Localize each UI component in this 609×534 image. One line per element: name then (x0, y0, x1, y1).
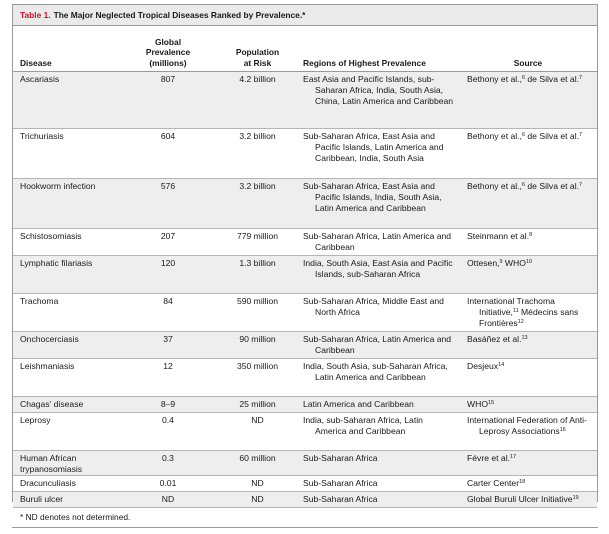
header-source: Source (459, 26, 597, 72)
table-label: Table 1. (20, 10, 51, 20)
prevalence-cell: 0.4 (118, 413, 218, 451)
population-cell: 779 million (218, 229, 297, 256)
prevalence-cell: 0.3 (118, 451, 218, 476)
regions-cell-text: Sub-Saharan Africa, Latin America and Caribbean (303, 334, 452, 355)
regions-cell-text: Sub-Saharan Africa, Middle East and North Africa (303, 296, 444, 317)
source-text: de Silva et al. (525, 74, 579, 84)
disease-cell: Dracunculiasis (13, 476, 118, 492)
reference-number: 7 (579, 132, 583, 138)
source-citation (467, 494, 594, 505)
regions-cell (297, 413, 459, 451)
source-citation (467, 478, 594, 489)
source-text: International Trachoma Initiative, (467, 296, 555, 317)
reference-number: 6 (521, 132, 526, 138)
disease-cell: Ascariasis (13, 72, 118, 129)
reference-number: 11 (512, 308, 519, 314)
source-citation (467, 258, 594, 269)
reference-number: 14 (498, 362, 505, 368)
prevalence-cell: 12 (118, 359, 218, 397)
disease-table (13, 26, 597, 508)
source-text: Bethony et al., (467, 181, 522, 191)
source-text: de Silva et al. (525, 181, 579, 191)
source-text: Févre et al. (467, 453, 510, 463)
reference-number: 10 (525, 259, 533, 265)
source-text: Bethony et al., (467, 74, 522, 84)
reference-number: 12 (517, 319, 524, 325)
header-prevalence-line-1: Global (154, 36, 182, 47)
source-cell (459, 359, 597, 397)
source-cell (459, 256, 597, 294)
table-container (12, 4, 598, 502)
regions-cell (297, 451, 459, 476)
source-text: Steinmann et al. (467, 231, 530, 241)
header-regions: Regions of Highest Prevalence (297, 26, 459, 72)
population-cell: 4.2 billion (218, 72, 297, 129)
disease-cell: Human African trypanosomiasis (13, 451, 118, 476)
table-row (13, 476, 597, 492)
source-text: Basáñez et al. (467, 334, 522, 344)
prevalence-cell: 207 (118, 229, 218, 256)
source-cell (459, 129, 597, 179)
reference-number: 16 (559, 427, 566, 433)
regions-cell (297, 256, 459, 294)
source-citation (467, 74, 594, 85)
table-row (13, 332, 597, 359)
disease-cell: Schistosomiasis (13, 229, 118, 256)
regions-cell-text: Sub-Saharan Africa (303, 453, 378, 463)
regions-cell (297, 332, 459, 359)
source-cell (459, 294, 597, 332)
header-row (13, 26, 597, 72)
source-citation (467, 399, 594, 410)
regions-cell (297, 229, 459, 256)
prevalence-cell: 576 (118, 179, 218, 229)
regions-cell (297, 359, 459, 397)
reference-number: 18 (519, 479, 526, 485)
regions-cell (297, 397, 459, 413)
source-citation (467, 361, 594, 372)
header-population-line-2: at Risk (243, 57, 272, 68)
population-cell: 3.2 billion (218, 179, 297, 229)
header-disease: Disease (13, 26, 118, 72)
table-row (13, 413, 597, 451)
regions-cell-text: India, sub-Saharan Africa, Latin America and Caribbean (303, 415, 423, 436)
disease-cell: Chagas' disease (13, 397, 118, 413)
prevalence-cell: 120 (118, 256, 218, 294)
disease-cell: Trichuriasis (13, 129, 118, 179)
regions-cell (297, 476, 459, 492)
source-text: Ottesen, (467, 258, 500, 268)
table-row (13, 359, 597, 397)
source-cell (459, 72, 597, 129)
population-cell: ND (218, 413, 297, 451)
population-cell: 1.3 billion (218, 256, 297, 294)
table-row (13, 256, 597, 294)
source-text: Desjeux (467, 361, 499, 371)
source-cell (459, 179, 597, 229)
regions-cell (297, 72, 459, 129)
reference-number: 8 (529, 232, 533, 238)
regions-cell-text: Sub-Saharan Africa, East Asia and Pacific Islands, India, South Asia, Latin America and Caribbean (303, 181, 442, 213)
prevalence-cell: 8–9 (118, 397, 218, 413)
population-cell: ND (218, 492, 297, 508)
regions-cell (297, 129, 459, 179)
source-citation (467, 334, 594, 345)
table-title-bar (13, 5, 597, 26)
table-body (13, 72, 597, 508)
prevalence-cell: ND (118, 492, 218, 508)
reference-number: 7 (579, 75, 583, 81)
source-cell (459, 451, 597, 476)
source-cell (459, 413, 597, 451)
header-prevalence-line-2: Prevalence (145, 47, 191, 57)
reference-number: 13 (521, 335, 528, 341)
regions-cell-text: Latin America and Caribbean (303, 399, 414, 409)
header-prevalence (118, 26, 218, 72)
regions-cell-text: Sub-Saharan Africa (303, 494, 378, 504)
table-row (13, 397, 597, 413)
prevalence-cell: 84 (118, 294, 218, 332)
prevalence-cell: 0.01 (118, 476, 218, 492)
prevalence-cell: 37 (118, 332, 218, 359)
source-text: Carter Center (467, 478, 520, 488)
population-cell: 90 million (218, 332, 297, 359)
source-text: Global Buruli Ulcer Initiative (467, 494, 573, 504)
population-cell: ND (218, 476, 297, 492)
reference-number: 6 (521, 75, 526, 81)
regions-cell (297, 179, 459, 229)
prevalence-cell: 604 (118, 129, 218, 179)
reference-number: 17 (510, 454, 517, 460)
regions-cell-text: Sub-Saharan Africa, East Asia and Pacific Islands, Latin America and Caribbean, India, South Asia (303, 131, 444, 163)
table-footnote: * ND denotes not determined. (20, 512, 131, 522)
regions-cell (297, 294, 459, 332)
source-citation (467, 181, 594, 192)
disease-cell: Lymphatic filariasis (13, 256, 118, 294)
source-cell (459, 397, 597, 413)
population-cell: 590 million (218, 294, 297, 332)
regions-cell-text: East Asia and Pacific Islands, sub-Saharan Africa, India, South Asia, China, Latin America and Caribbean (303, 74, 454, 106)
header-population (218, 26, 297, 72)
table-row (13, 294, 597, 332)
table-row (13, 179, 597, 229)
source-citation (467, 131, 594, 142)
table-row (13, 451, 597, 476)
source-text: Bethony et al., (467, 131, 522, 141)
source-cell (459, 229, 597, 256)
table-row (13, 492, 597, 508)
regions-cell-text: India, South Asia, East Asia and Pacific Islands, sub-Saharan Africa (303, 258, 453, 279)
prevalence-cell: 807 (118, 72, 218, 129)
reference-number: 15 (488, 400, 495, 406)
disease-cell: Leishmaniasis (13, 359, 118, 397)
disease-cell: Onchocerciasis (13, 332, 118, 359)
source-text: International Federation of Anti-Leprosy Associations (467, 415, 587, 436)
disease-cell: Leprosy (13, 413, 118, 451)
source-text: WHO (467, 399, 489, 409)
source-citation (467, 231, 594, 242)
disease-cell: Trachoma (13, 294, 118, 332)
footnote-divider (12, 527, 598, 528)
header-population-line-1: Population (235, 47, 280, 57)
reference-number: 9 (499, 259, 503, 265)
source-cell (459, 476, 597, 492)
table-row (13, 229, 597, 256)
reference-number: 6 (521, 182, 526, 188)
source-cell (459, 492, 597, 508)
reference-number: 19 (572, 495, 579, 501)
source-cell (459, 332, 597, 359)
source-citation (467, 296, 594, 329)
source-text: WHO (502, 258, 526, 268)
regions-cell (297, 492, 459, 508)
source-citation (467, 453, 594, 464)
regions-cell-text: India, South Asia, sub-Saharan Africa, Latin America and Caribbean (303, 361, 448, 382)
table-title: The Major Neglected Tropical Diseases Ranked by Prevalence.* (53, 10, 306, 20)
population-cell: 25 million (218, 397, 297, 413)
disease-cell: Hookworm infection (13, 179, 118, 229)
source-citation (467, 415, 594, 437)
source-text: de Silva et al. (525, 131, 579, 141)
table-row (13, 129, 597, 179)
population-cell: 350 million (218, 359, 297, 397)
disease-cell: Buruli ulcer (13, 492, 118, 508)
reference-number: 7 (579, 182, 583, 188)
population-cell: 3.2 billion (218, 129, 297, 179)
source-text: Médecins sans Frontières (479, 307, 579, 328)
population-cell: 60 million (218, 451, 297, 476)
regions-cell-text: Sub-Saharan Africa (303, 478, 378, 488)
regions-cell-text: Sub-Saharan Africa, Latin America and Caribbean (303, 231, 452, 252)
table-row (13, 72, 597, 129)
header-prevalence-line-3: (millions) (149, 57, 187, 68)
